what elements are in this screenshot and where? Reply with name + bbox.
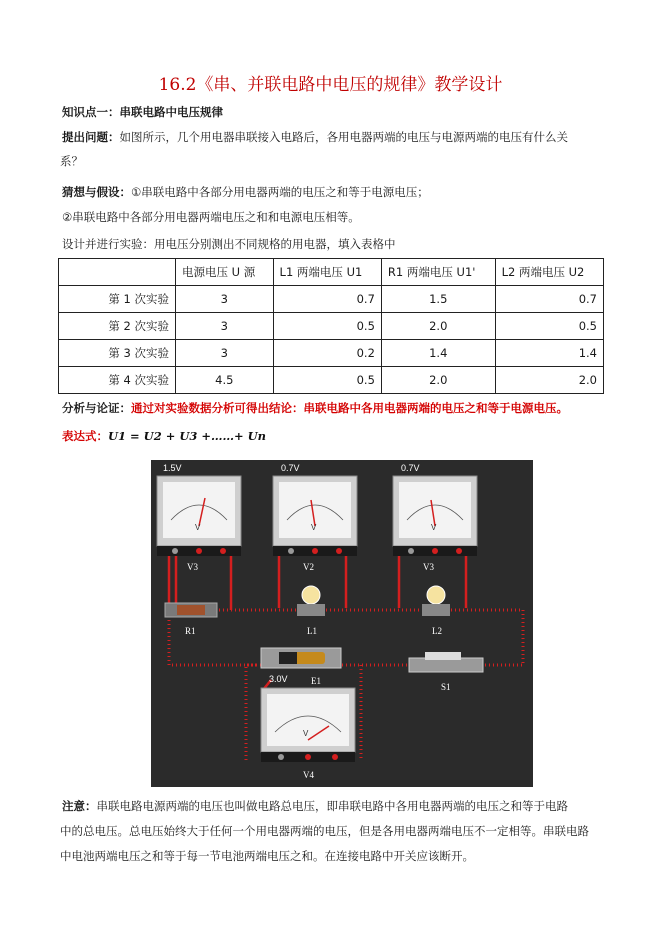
svg-text:V: V	[431, 523, 437, 532]
analysis-conclusion: 通过对实验数据分析可得出结论：串联电路中各用电器两端的电压之和等于电源电压。	[131, 401, 568, 415]
meter-reading: 3.0V	[269, 674, 288, 684]
table-row	[59, 313, 604, 340]
note-text: 串联电路电源两端的电压也叫做电路总电压，即串联电路中各用电器两端的电压之和等于电路	[96, 799, 568, 813]
hypothesis-label: 猜想与假设：	[62, 185, 131, 199]
experiment-design: 设计并进行实验：用电压分别测出不同规格的用电器，填入表格中	[62, 237, 396, 251]
component-label: R1	[185, 626, 196, 636]
table-cell: 0.5	[495, 313, 603, 340]
table-row	[59, 340, 604, 367]
component-label: L2	[432, 626, 442, 636]
note-line-2: 中的总电压。总电压始终大于任何一个用电器两端的电压，但是各用电器两端电压不一定相等。串联电路	[60, 824, 589, 838]
component-label: E1	[311, 676, 321, 686]
expression-formula: U1 = U2 + U3 +……+ Un	[108, 429, 267, 443]
table-cell: 2.0	[381, 313, 495, 340]
hypothesis-item-2: ②串联电路中各部分用电器两端电压之和和电源电压相等。	[62, 210, 360, 224]
table-cell: 0.5	[273, 367, 381, 394]
bulb-icon	[302, 586, 320, 604]
table-cell: 4.5	[176, 367, 274, 394]
table-cell: 0.7	[495, 286, 603, 313]
table-cell: 0.2	[273, 340, 381, 367]
table-header-cell: R1 两端电压 U1'	[381, 259, 495, 286]
table-row	[59, 367, 604, 394]
table-header-row	[59, 259, 604, 286]
meter-label: V2	[303, 562, 314, 572]
hypothesis-paragraph	[62, 181, 602, 203]
svg-text:V: V	[311, 523, 317, 532]
table-row	[59, 286, 604, 313]
table-cell: 第 2 次实验	[59, 313, 176, 340]
svg-text:V: V	[303, 729, 309, 738]
table-cell: 3	[176, 340, 274, 367]
table-header-cell: L2 两端电压 U2	[495, 259, 603, 286]
voltmeter-v3-left	[157, 463, 241, 572]
meter-label: V4	[303, 770, 314, 780]
analysis-paragraph	[62, 397, 602, 419]
table-cell: 3	[176, 286, 274, 313]
question-paragraph	[62, 126, 602, 148]
circuit-figure	[151, 460, 533, 787]
table-header-cell: L1 两端电压 U1	[273, 259, 381, 286]
table-header-cell	[59, 259, 176, 286]
meter-reading: 1.5V	[163, 463, 182, 473]
table-header-cell: 电源电压 U 源	[176, 259, 274, 286]
page-title: 16.2《串、并联电路中电压的规律》教学设计	[158, 75, 503, 95]
table-cell: 1.5	[381, 286, 495, 313]
note-line-3: 中电池两端电压之和等于每一节电池两端电压之和。在连接电路中开关应该断开。	[60, 849, 474, 863]
table-cell: 第 3 次实验	[59, 340, 176, 367]
table-cell: 3	[176, 313, 274, 340]
question-text-cont: 系？	[60, 154, 83, 168]
meter-reading: 0.7V	[401, 463, 420, 473]
expression-label: 表达式：	[62, 429, 108, 443]
bulb-icon	[427, 586, 445, 604]
knowledge-point-heading: 知识点一：串联电路中电压规律	[62, 105, 223, 119]
table-cell: 2.0	[495, 367, 603, 394]
table-cell: 0.5	[273, 313, 381, 340]
component-label: L1	[307, 626, 317, 636]
component-label: S1	[441, 682, 451, 692]
table-cell: 2.0	[381, 367, 495, 394]
meter-reading: 0.7V	[281, 463, 300, 473]
note-label: 注意：	[62, 799, 97, 813]
meter-label: V3	[423, 562, 434, 572]
question-label: 提出问题：	[62, 130, 120, 144]
voltmeter-v2	[273, 463, 357, 572]
table-cell: 1.4	[381, 340, 495, 367]
voltmeter-v3-right	[393, 463, 477, 572]
expression-paragraph	[62, 425, 602, 447]
note-paragraph	[62, 795, 602, 817]
question-text: 如图所示，几个用电器串联接入电路后，各用电器两端的电压与电源两端的电压有什么关	[119, 130, 568, 144]
svg-text:V: V	[195, 523, 201, 532]
table-cell: 第 4 次实验	[59, 367, 176, 394]
analysis-label: 分析与论证：	[62, 401, 131, 415]
hypothesis-item-1: ①串联电路中各部分用电器两端的电压之和等于电源电压；	[131, 185, 429, 199]
table-cell: 1.4	[495, 340, 603, 367]
table-cell: 第 1 次实验	[59, 286, 176, 313]
meter-label: V3	[187, 562, 198, 572]
table-cell: 0.7	[273, 286, 381, 313]
data-table	[58, 258, 604, 394]
